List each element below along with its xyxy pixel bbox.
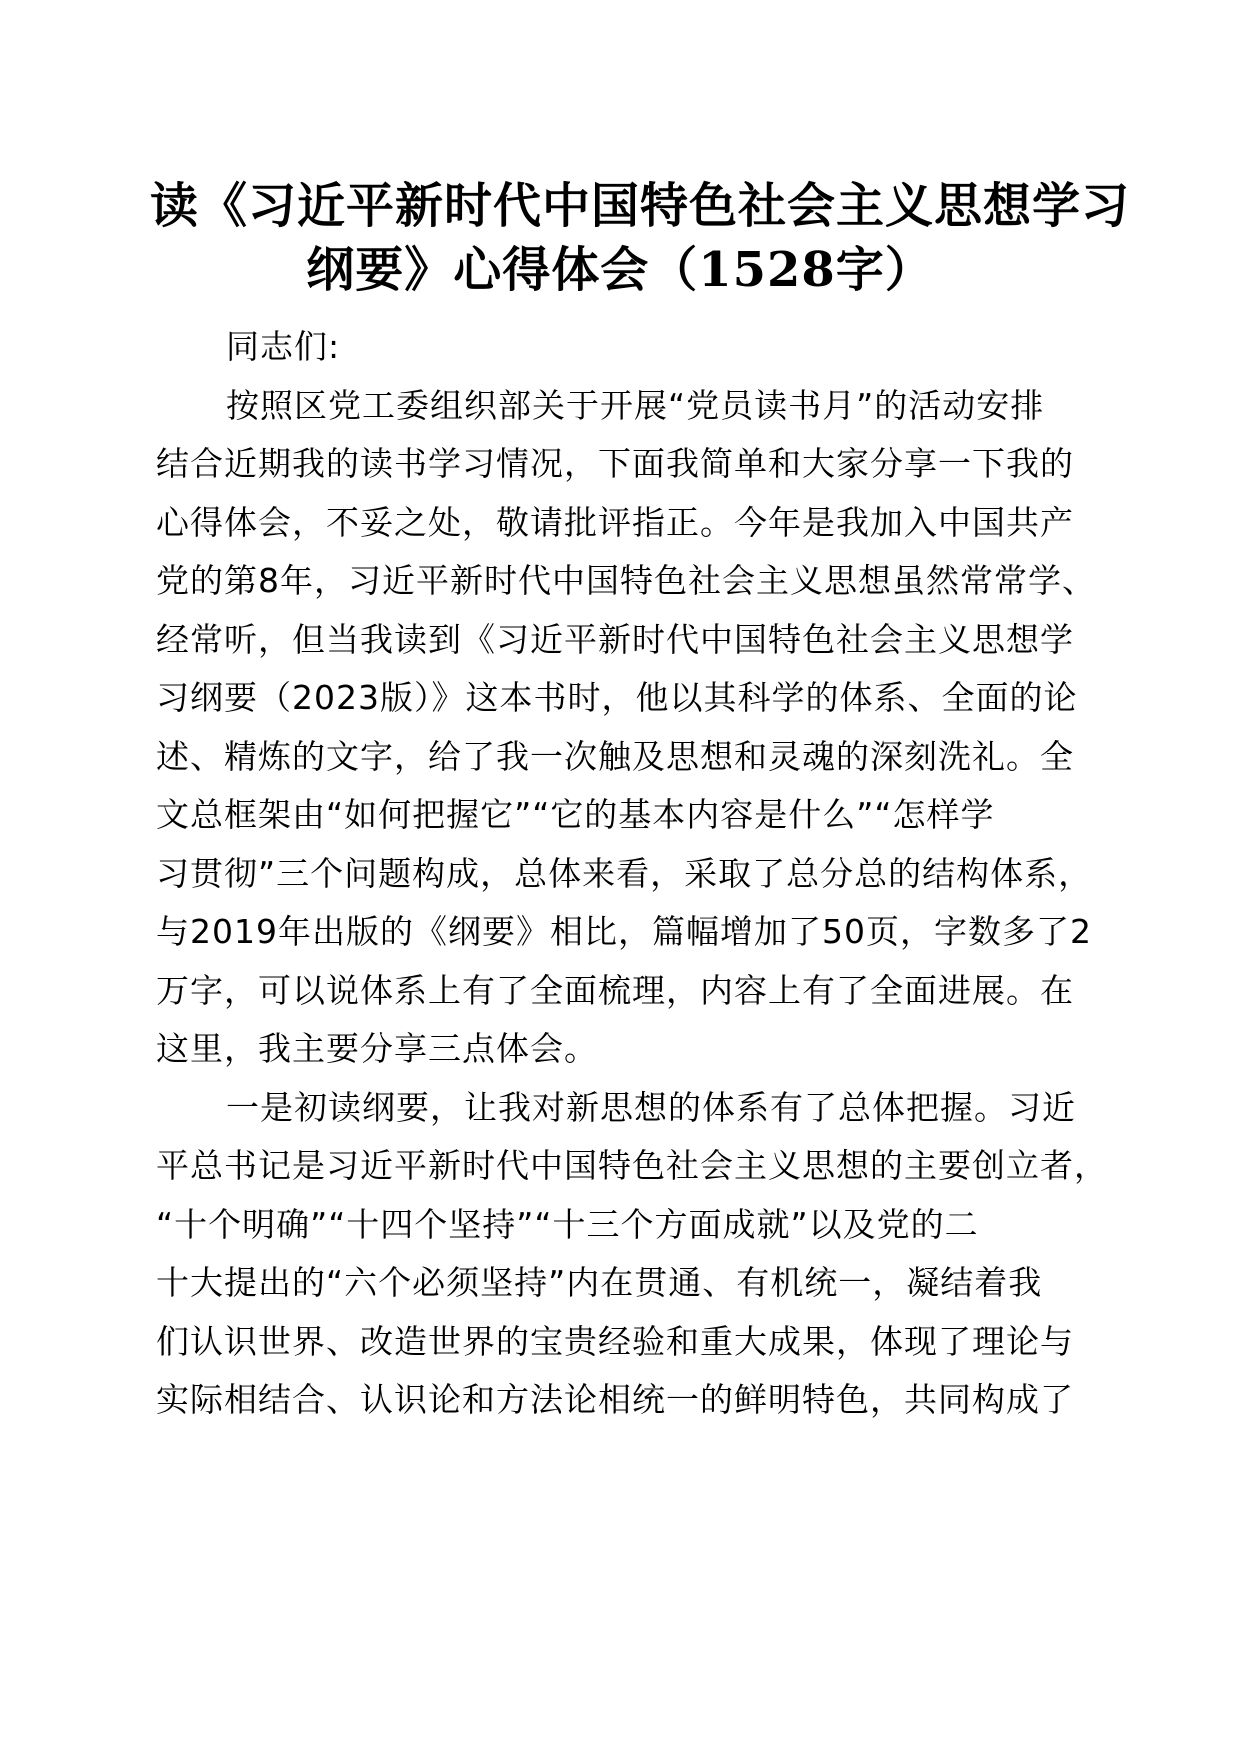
document-title — [150, 174, 1131, 302]
paragraph-2-line: 们认识世界、改造世界的宝贵经验和重大成果，体现了理论与 — [156, 1321, 1074, 1361]
paragraph-1-line: 与2019年出版的《纲要》相比，篇幅增加了50页，字数多了2 — [156, 912, 1092, 951]
paragraph-2-line: 一是初读纲要，让我对新思想的体系有了总体把握。习近 — [226, 1087, 1076, 1127]
paragraph-1-line: 习纲要（2023版）》这本书时，他以其科学的体系、全面的论 — [156, 678, 1078, 717]
paragraph-1-line: 心得体会，不妥之处，敬请批评指正。今年是我加入中国共产 — [156, 502, 1074, 542]
title-line: 纲要》心得体会（1528字） — [306, 242, 934, 298]
paragraph-1-line: 文总框架由“如何把握它”“它的基本内容是什么”“怎样学 — [156, 795, 995, 834]
salutation: 同志们: — [226, 327, 341, 366]
paragraph-1-line: 党的第8年，习近平新时代中国特色社会主义思想虽然常常学、 — [156, 561, 1096, 600]
paragraph-1-line: 经常听，但当我读到《习近平新时代中国特色社会主义思想学 — [156, 619, 1074, 659]
paragraph-1-line: 述、精炼的文字，给了我一次触及思想和灵魂的深刻洗礼。全 — [156, 736, 1074, 776]
document-body — [156, 318, 1108, 1430]
title-line: 读《习近平新时代中国特色社会主义思想学习 — [150, 178, 1131, 234]
paragraph-1-line: 按照区党工委组织部关于开展“党员读书月”的活动安排 — [226, 385, 1045, 425]
paragraph-1-line: 结合近期我的读书学习情况，下面我简单和大家分享一下我的 — [156, 444, 1074, 483]
paragraph-1-line: 万字，可以说体系上有了全面梳理，内容上有了全面进展。在 — [156, 970, 1074, 1010]
paragraph-2-line: “十个明确”“十四个坚持”“十三个方面成就”以及党的二 — [156, 1204, 979, 1244]
paragraph-1-line: 习贯彻”三个问题构成，总体来看，采取了总分总的结构体系， — [156, 853, 1093, 893]
paragraph-2-line: 平总书记是习近平新时代中国特色社会主义思想的主要创立者， — [156, 1146, 1108, 1185]
paragraph-2-line: 十大提出的“六个必须坚持”内在贯通、有机统一，凝结着我 — [156, 1263, 1043, 1302]
paragraph-1-line: 这里，我主要分享三点体会。 — [156, 1029, 598, 1068]
paragraph-2-line: 实际相结合、认识论和方法论相统一的鲜明特色，共同构成了 — [156, 1380, 1074, 1419]
